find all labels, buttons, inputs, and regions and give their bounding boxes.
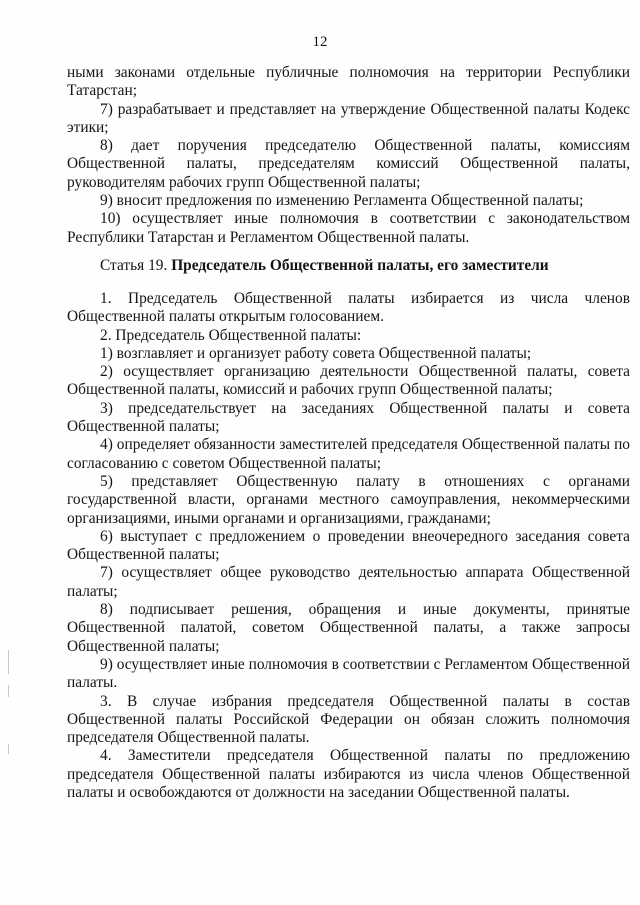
scan-edge-mark [8, 650, 9, 674]
paragraph: 5) представляет Общественную палату в отношениях с органами государственной власти, органами местного самоуправления, некоммерческими организациями, иными органами и организациями, гражданами; [67, 472, 630, 527]
paragraph: 3) председательствует на заседаниях Общественной палаты и совета Общественной палаты; [67, 399, 630, 436]
paragraph: 9) вносит предложения по изменению Регламента Общественной палаты; [100, 192, 584, 210]
paragraph: 4) определяет обязанности заместителей председателя Общественной палаты по согласованию с советом Общественной палаты; [67, 436, 630, 472]
paragraph: 8) дает поручения председателю Общественной палаты, комиссиям Общественной палаты, председателям комиссий Общественной палаты, руководителям рабочих групп Общественной палаты; [67, 137, 630, 191]
paragraph: 7) осуществляет общее руководство деятельностью аппарата Общественной палаты; [67, 564, 630, 600]
paragraph: 10) осуществляет иные полномочия в соответствии с законодательством Республики Татарстан и Регламентом Общественной палаты. [67, 210, 630, 246]
paragraph: 9) осуществляет иные полномочия в соответствии с Регламентом Общественной палаты. [67, 655, 630, 692]
paragraph: 4. Заместители председателя Общественной палаты по предложению председателя Общественной палаты избираются из числа членов Общественной палаты и освобождаются от должности на заседании Общественной палаты. [67, 747, 630, 802]
article-body [67, 290, 630, 802]
top-paragraphs [67, 64, 630, 247]
paragraph: 3. В случае избрания председателя Общественной палаты в состав Общественной палаты Российской Федерации он обязан сложить полномочия председателя Общественной палаты. [67, 692, 630, 747]
paragraph: 7) разрабатывает и представляет на утверждение Общественной палаты Кодекс этики; [67, 100, 630, 136]
paragraph: 1. Председатель Общественной палаты избирается из числа членов Общественной палаты открытым голосованием. [67, 290, 630, 326]
article-number: Статья 19. [100, 257, 168, 274]
paragraph: 1) возглавляет и организует работу совета Общественной палаты; [100, 344, 532, 362]
paragraph: ными законами отдельные публичные полномочия на территории Республики Татарстан; [67, 64, 630, 100]
paragraph: 2. Председатель Общественной палаты: [100, 326, 362, 344]
scan-edge-mark [8, 685, 9, 697]
scan-edge-mark [8, 744, 9, 754]
article-title: Председатель Общественной палаты, его заместители [171, 257, 549, 274]
paragraph: 2) осуществляет организацию деятельности Общественной палаты, совета Общественной палаты, комиссий и рабочих групп Общественной палаты; [67, 363, 630, 399]
article-heading [100, 257, 549, 275]
paragraph: 6) выступает с предложением о проведении внеочередного заседания совета Общественной палаты; [67, 527, 630, 564]
paragraph: 8) подписывает решения, обращения и иные документы, принятые Общественной палатой, советом Общественной палаты, а также запросы Общественной палаты; [67, 601, 630, 655]
page-number: 12 [312, 34, 328, 50]
